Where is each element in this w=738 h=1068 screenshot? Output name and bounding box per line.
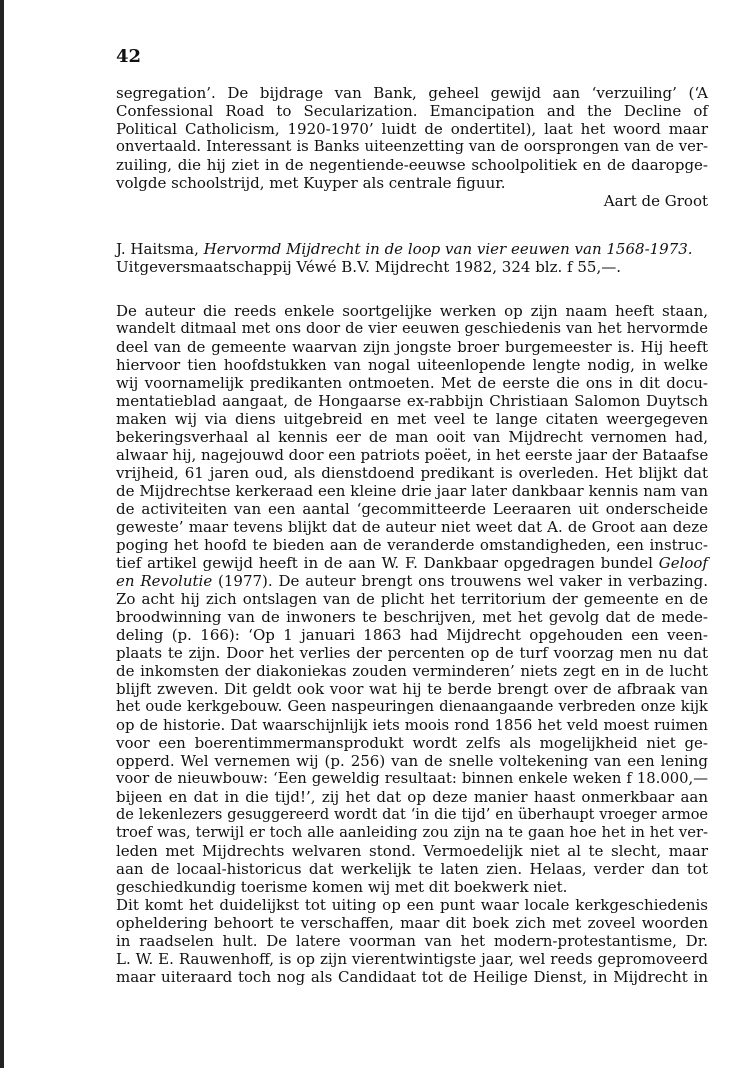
text-line: hiervoor tien hoofdstukken van nogal uiteenlopende lengte nodig, in welke [116, 356, 708, 374]
text-line: L. W. E. Rauwenhoff, is op zijn vierentwintigste jaar, wel reeds gepromoveerd [116, 950, 708, 968]
text-line: geschiedkundig toerisme komen wij met dit boekwerk niet. [116, 878, 568, 896]
book-author: J. Haitsma, [116, 240, 204, 258]
text-line: leden met Mijdrechts welvaren stond. Vermoedelijk niet al te slecht, maar [116, 842, 708, 860]
text-line: op de historie. Dat waarschijnlijk iets moois rond 1856 het veld moest ruimen [116, 716, 708, 734]
text-line: in raadselen hult. De latere voorman van het modern-protestantisme, Dr. [116, 932, 708, 950]
text-line: poging het hoofd te bieden aan de veranderde omstandigheden, een instruc- [116, 536, 708, 554]
text-line: wij voornamelijk predikanten ontmoeten. Met de eerste die ons in dit docu- [116, 374, 708, 392]
text-line: Zo acht hij zich ontslagen van de plicht het territorium der gemeente en de [116, 590, 708, 608]
text-line: bekeringsverhaal al kennis eer de man ooit van Mijdrecht vernomen had, [116, 428, 708, 446]
text-line: bijeen en dat in die tijd!’, zij het dat op deze manier haast onmerkbaar aan [116, 788, 708, 806]
text-line: deling (p. 166): ‘Op 1 januari 1863 had Mijdrecht opgehouden een veen- [116, 626, 708, 644]
text-line: maken wij via diens uitgebreid en met veel te lange citaten weergegeven [116, 410, 708, 428]
text-line: blijft zweven. Dit geldt ook voor wat hij te berde brengt over de afbraak van [116, 680, 708, 698]
text-line: opperd. Wel vernemen wij (p. 256) van de snelle voltekening van een lening [116, 752, 708, 770]
text-line: de lekenlezers gesuggereerd wordt dat ‘in die tijd’ en überhaupt vroeger armoe [116, 807, 708, 823]
text-line: voor een boerentimmermansprodukt wordt zelfs als mogelijkheid niet ge- [116, 734, 708, 752]
text-line: Confessional Road to Secularization. Emancipation and the Decline of [116, 102, 708, 120]
page-edge-rule [0, 0, 4, 1068]
italic-title-part: Geloof [658, 554, 708, 572]
book-citation [116, 240, 708, 258]
text-line: troef was, terwijl er toch alle aanleiding zou zijn na te gaan hoe het in het ver- [116, 824, 708, 841]
text-segment: (1977). De auteur brengt ons trouwens wel vaker in verbazing. [212, 572, 708, 590]
review-2-body [116, 302, 708, 986]
page-text [116, 84, 708, 986]
text-line: de Mijdrechtse kerkeraad een kleine drie jaar later dankbaar kennis nam van [116, 482, 708, 500]
text-line: aan de locaal-historicus dat werkelijk te laten zien. Helaas, verder dan tot [116, 860, 708, 878]
text-line: plaats te zijn. Door het verlies der percenten op de turf voorzag men nu dat [116, 644, 708, 662]
review-1-continuation [116, 84, 708, 210]
text-line: segregation’. De bijdrage van Bank, geheel gewijd aan ‘verzuiling’ (‘A [116, 84, 708, 102]
text-line: zuiling, die hij ziet in de negentiende-eeuwse schoolpolitiek en de daaropge- [116, 156, 708, 174]
text-line: de inkomsten der diakoniekas zouden verminderen’ niets zegt en in de lucht [116, 662, 708, 680]
reviewer-signature: Aart de Groot [603, 192, 708, 210]
text-line: geweste’ maar tevens blijkt dat de auteur niet weet dat A. de Groot aan deze [116, 518, 708, 536]
text-line: het oude kerkgebouw. Geen naspeuringen dienaangaande verbreden onze kijk [116, 698, 708, 715]
text-line: deel van de gemeente waarvan zijn jongste broer burgemeester is. Hij heeft [116, 338, 708, 356]
text-line [116, 554, 708, 572]
text-line [116, 572, 708, 590]
text-line: mentatieblad aangaat, de Hongaarse ex-rabbijn Christiaan Salomon Duytsch [116, 392, 708, 410]
text-line: vrijheid, 61 jaren oud, als dienstdoend predikant is overleden. Het blijkt dat [116, 464, 708, 482]
text-line: alwaar hij, nagejouwd door een patriots poëet, in het eerste jaar der Bataafse [116, 446, 709, 464]
text-line: de activiteiten van een aantal ‘gecommitteerde Leeraaren uit onderscheide [116, 500, 708, 518]
text-line: Political Catholicism, 1920-1970’ luidt de ondertitel), laat het woord maar [116, 120, 708, 138]
text-line: onvertaald. Interessant is Banks uiteenzetting van de oorsprongen van de ver- [116, 138, 708, 155]
text-line: voor de nieuwbouw: ‘Een geweldig resultaat: binnen enkele weken f 18.000,— [116, 770, 708, 787]
text-line: maar uiteraard toch nog als Candidaat tot de Heilige Dienst, in Mijdrecht in [116, 968, 708, 986]
book-publisher: Uitgeversmaatschappij Véwé B.V. Mijdrecht 1982, 324 blz. f 55,—. [116, 258, 621, 276]
page-number: 42 [116, 46, 142, 67]
text-segment: tief artikel gewijd heeft in de aan W. F. Dankbaar opgedragen bundel [116, 554, 659, 572]
text-line: opheldering behoort te verschaffen, maar dit boek zich met zoveel woorden [116, 914, 708, 932]
text-line: volgde schoolstrijd, met Kuyper als centrale figuur. [116, 174, 506, 192]
book-title: Hervormd Mijdrecht in de loop van vier eeuwen van 1568-1973. [203, 240, 693, 258]
review-2-header [116, 240, 708, 276]
text-line: broodwinning van de inwoners te beschrijven, met het gevolg dat de mede- [116, 608, 708, 626]
text-line: De auteur die reeds enkele soortgelijke werken op zijn naam heeft staan, [116, 302, 708, 320]
text-line: Dit komt het duidelijkst tot uiting op een punt waar locale kerkgeschiedenis [116, 896, 708, 914]
italic-title-part: en Revolutie [116, 572, 213, 590]
text-line: wandelt ditmaal met ons door de vier eeuwen geschiedenis van het hervormde [116, 320, 708, 337]
